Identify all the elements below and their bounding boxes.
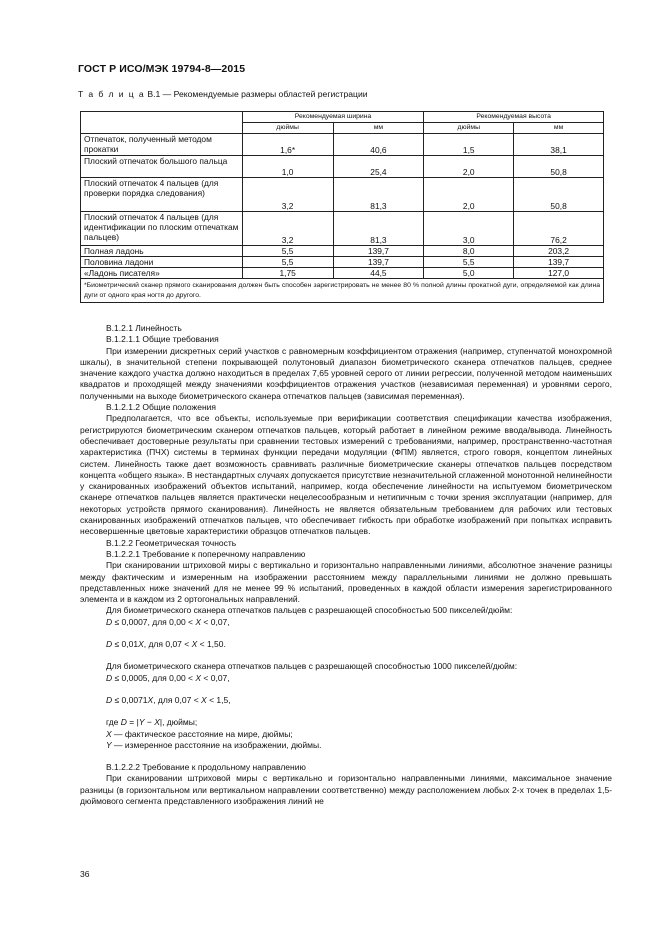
spacer — [80, 706, 612, 717]
formula — [80, 695, 612, 706]
row-name: Плоский отпечаток большого пальца — [81, 156, 243, 178]
var-x: X — [106, 728, 112, 739]
explanation-text: — фактическое расстояние на мире, дюймы; — [111, 728, 293, 739]
formula-text: < 0,07, — [201, 672, 230, 683]
formula-text: ≤ 0,01 — [112, 639, 139, 650]
row-name: Полная ладонь — [81, 246, 243, 257]
formula-text: ≤ 0,0071 — [112, 694, 148, 705]
width-inch: 5,5 — [242, 246, 333, 257]
table-row — [81, 257, 604, 268]
formula-explanation — [80, 729, 612, 740]
spacer — [80, 650, 612, 661]
width-mm: 25,4 — [333, 156, 424, 178]
formula — [80, 639, 612, 650]
row-name: Плоский отпечаток 4 пальцев (для идентификации по плоским отпечаткам пальцев) — [81, 212, 243, 246]
section-heading: В.1.2.1.2 Общие положения — [106, 402, 216, 413]
section-heading: В.1.2.2.1 Требование к поперечному направлению — [106, 548, 306, 559]
width-mm: 44,5 — [333, 268, 424, 279]
var-x: X — [195, 672, 202, 683]
body-text — [80, 323, 612, 807]
header-unit-mm: мм — [333, 123, 424, 134]
height-mm: 127,0 — [514, 268, 604, 279]
header-empty-cell — [81, 112, 243, 134]
width-inch: 1,75 — [242, 268, 333, 279]
formula-text: < 1,5, — [206, 694, 231, 705]
width-inch: 1,6* — [242, 134, 333, 156]
table-caption-label: Т а б л и ц а — [78, 89, 145, 99]
explanation-text: где — [106, 717, 121, 728]
height-inch: 5,0 — [424, 268, 514, 279]
spacer — [80, 751, 612, 762]
spacer — [80, 628, 612, 639]
paragraph: При измерении дискретных серий участков с равномерным коэффициентом отражения (например, ступенчатой монохромной шкалы), в значительной степени покрывающей полутоновый диапазон биометрического сканера отпечатков пальцев, среднее значение каждого участка должно находиться в пределах 7,65 уровней серого от линии регрессии, полученной методом наименьших квадратов и проходящей между значениями коэффициентов отражения участков (независимая переменная) и уровнями серого, полученными на выходе биометрического сканера отпечатков пальцев (зависимая переменная). — [80, 345, 612, 401]
formula-text: < 1,50. — [197, 639, 226, 650]
table-row — [81, 246, 604, 257]
row-name: Половина ладони — [81, 257, 243, 268]
table-row — [81, 156, 604, 178]
var-d: D — [106, 694, 113, 705]
formula-text: ≤ 0,0005, для 0,00 < — [112, 672, 196, 683]
header-recommended-height: Рекомендуемая высота — [424, 112, 604, 123]
paragraph: При сканировании штриховой миры с вертикально и горизонтально направленными линиями, максимальное значение разницы (в горизонтальном или вертикальном направлении соответственно) между расположением любых 2-х точек в пределах 1,5-дюймового сегмента представленного изображения линий не — [80, 773, 612, 806]
registration-areas-table — [80, 111, 604, 303]
table-caption — [78, 89, 368, 99]
table-row — [81, 212, 604, 246]
height-inch: 3,0 — [424, 212, 514, 246]
section-heading: В.1.2.2.2 Требование к продольному направлению — [106, 762, 306, 773]
page-number: 36 — [80, 869, 90, 879]
width-inch: 3,2 — [242, 178, 333, 212]
row-name: Плоский отпечаток 4 пальцев (для проверки порядка следования) — [81, 178, 243, 212]
formula-text: ≤ 0,0007, для 0,00 < — [112, 616, 196, 627]
height-mm: 203,2 — [514, 246, 604, 257]
height-mm: 76,2 — [514, 212, 604, 246]
width-mm: 139,7 — [333, 257, 424, 268]
paragraph: Для биометрического сканера отпечатков пальцев с разрешающей способностью 500 пикселей/дюйм: — [106, 605, 513, 616]
formula — [80, 673, 612, 684]
formula-explanation — [80, 717, 612, 728]
paragraph: При сканировании штриховой миры с вертикально и горизонтально направленными линиями, абсолютное значение разницы между фактическим и измеренным на изображении расстоянием между параллельными линиями не должно превышать представленных ниже значений для не менее 99 % испытаний, проведенных в каждой области измерения зарегистрированного элемента и в каждом из 2 ортогональных направлений. — [80, 560, 612, 605]
var-d: D — [106, 639, 113, 650]
var-x: X — [138, 639, 144, 650]
height-inch: 8,0 — [424, 246, 514, 257]
formula-text: < 0,07, — [201, 616, 230, 627]
row-name: Отпечаток, полученный методом прокатки — [81, 134, 243, 156]
page-header: ГОСТ Р ИСО/МЭК 19794-8—2015 — [78, 63, 246, 75]
header-unit-mm: мм — [514, 123, 604, 134]
width-inch: 3,2 — [242, 212, 333, 246]
height-inch: 5,5 — [424, 257, 514, 268]
height-mm: 50,8 — [514, 156, 604, 178]
formula-explanation — [80, 740, 612, 751]
height-inch: 2,0 — [424, 156, 514, 178]
explanation-text: = | — [126, 717, 139, 728]
explanation-text: − — [144, 717, 155, 728]
section-heading: В.1.2.1.1 Общие требования — [106, 334, 219, 345]
var-d: D — [106, 672, 113, 683]
width-mm: 81,3 — [333, 212, 424, 246]
height-mm: 139,7 — [514, 257, 604, 268]
header-unit-inch: дюймы — [242, 123, 333, 134]
height-mm: 50,8 — [514, 178, 604, 212]
var-x: X — [147, 694, 154, 705]
table-footnote-row — [81, 279, 604, 303]
width-inch: 1,0 — [242, 156, 333, 178]
var-x: X — [201, 694, 207, 705]
table-header-row — [81, 112, 604, 123]
table-row — [81, 134, 604, 156]
formula — [80, 617, 612, 628]
explanation-text: — измеренное расстояние на изображении, дюймы. — [111, 739, 322, 750]
section-heading: В.1.2.1 Линейность — [106, 323, 182, 333]
width-inch: 5,5 — [242, 257, 333, 268]
row-name: «Ладонь писателя» — [81, 268, 243, 279]
table-footnote: *Биометрический сканер прямого сканирования должен быть способен зарегистрировать не менее 80 % полной длины прокатной дуги, определяемой как длина дуги от одного края ногтя до другого. — [81, 279, 604, 303]
header-unit-inch: дюймы — [424, 123, 514, 134]
paragraph: Для биометрического сканера отпечатков пальцев с разрешающей способностью 1000 пикселей/дюйм: — [106, 661, 518, 672]
height-mm: 38,1 — [514, 134, 604, 156]
formula-text: , для 0,07 < — [153, 694, 202, 705]
table-row — [81, 178, 604, 212]
header-recommended-width: Рекомендуемая ширина — [242, 112, 424, 123]
table-row — [81, 268, 604, 279]
spacer — [80, 684, 612, 695]
var-x: X — [154, 717, 160, 728]
height-inch: 2,0 — [424, 178, 514, 212]
var-x: X — [191, 639, 198, 650]
width-mm: 81,3 — [333, 178, 424, 212]
var-d: D — [106, 616, 113, 627]
height-inch: 1,5 — [424, 134, 514, 156]
explanation-text: |, дюймы; — [159, 717, 198, 728]
var-d: D — [120, 717, 127, 728]
table-caption-text: В.1 — Рекомендуемые размеры областей регистрации — [147, 89, 368, 99]
section-heading: В.1.2.2 Геометрическая точность — [106, 537, 237, 548]
var-y: Y — [106, 739, 112, 750]
formula-text: , для 0,07 < — [143, 639, 192, 650]
width-mm: 40,6 — [333, 134, 424, 156]
width-mm: 139,7 — [333, 246, 424, 257]
var-y: Y — [138, 717, 145, 728]
paragraph: Предполагается, что все объекты, используемые при верификации соответствия спецификации качества изображения, регистрируются биометрическим сканером отпечатков пальцев, который работает в линейном режиме ввода/вывода. Линейность обеспечивает достоверные результаты при сравнении тестовых измерений с требованиями, например, пространственно-частотная характеристика (ПЧХ) системы в терминах функции передачи модуляции (ФПМ) является, строго говоря, концептом линейных систем. Линейность также дает возможность сравнивать различные биометрические сканеры отпечатков пальцев посредством концепта «общего языка». В нестандартных случаях допускается присутствие незначительной сглаженной монотонной нелинейности у сканированных изображений объектов испытаний, например, когда обеспечение линейности на испытуемом биометрическом сканере отпечатков пальцев является практически нецелесообразным и нетипичным с точки зрения эксплуатации (например, для некоторых устройств прямого сканирования). Линейность не является обязательным требованием для рабочих или тестовых сканированных изображений отпечатков пальцев, что обеспечивает гибкость при обработке изображений при попытках исправить несовершенные цветовые характеристики образцов отпечатков пальцев. — [80, 413, 612, 537]
var-x: X — [195, 616, 202, 627]
